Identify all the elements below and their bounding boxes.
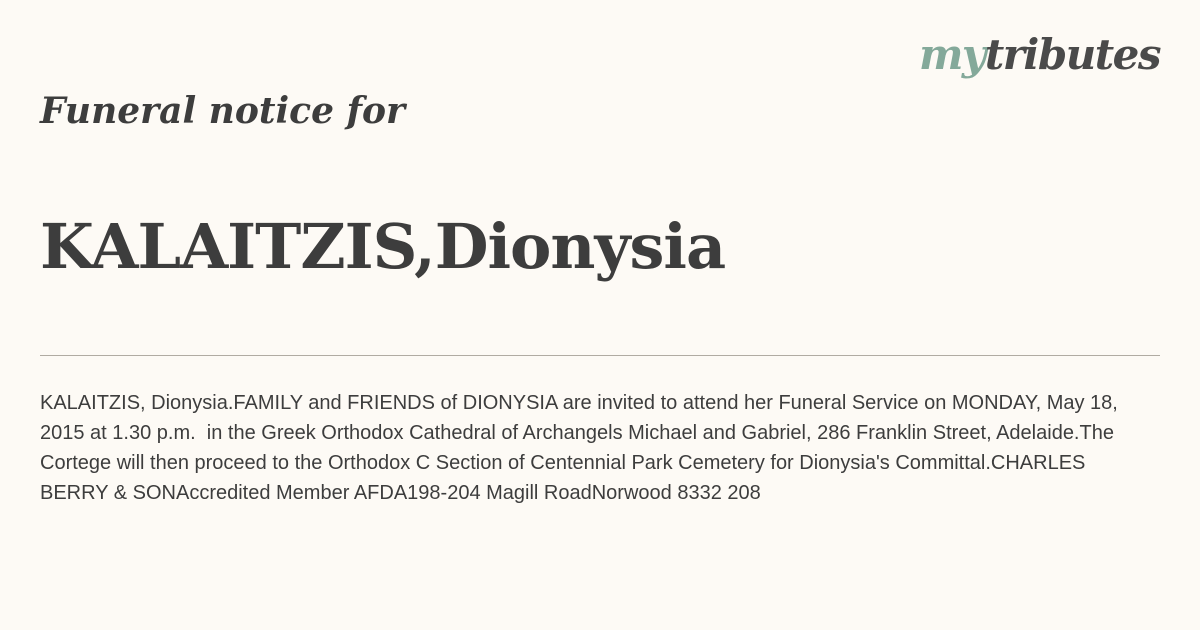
deceased-name: KALAITZIS,Dionysia (40, 210, 726, 283)
logo-my-text: my (918, 30, 985, 79)
logo-tributes-text: tributes (984, 30, 1160, 79)
section-divider (40, 355, 1160, 356)
notice-subtitle: Funeral notice for (40, 90, 405, 132)
mytributes-logo (918, 30, 1160, 79)
notice-body: KALAITZIS, Dionysia.FAMILY and FRIENDS of DIONYSIA are invited to attend her Funeral Service on MONDAY, May 18, 2015 at 1.30 p.m. in the Greek Orthodox Cathedral of Archangels Michael and Gabriel, 286 Franklin Street, Adelaide.The Cortege will then proceed to the Orthodox C Section of Centennial Park Cemetery for Dionysia's Committal.CHARLES BERRY & SONAccredited Member AFDA198-204 Magill RoadNorwood 8332 208 (40, 392, 1124, 504)
